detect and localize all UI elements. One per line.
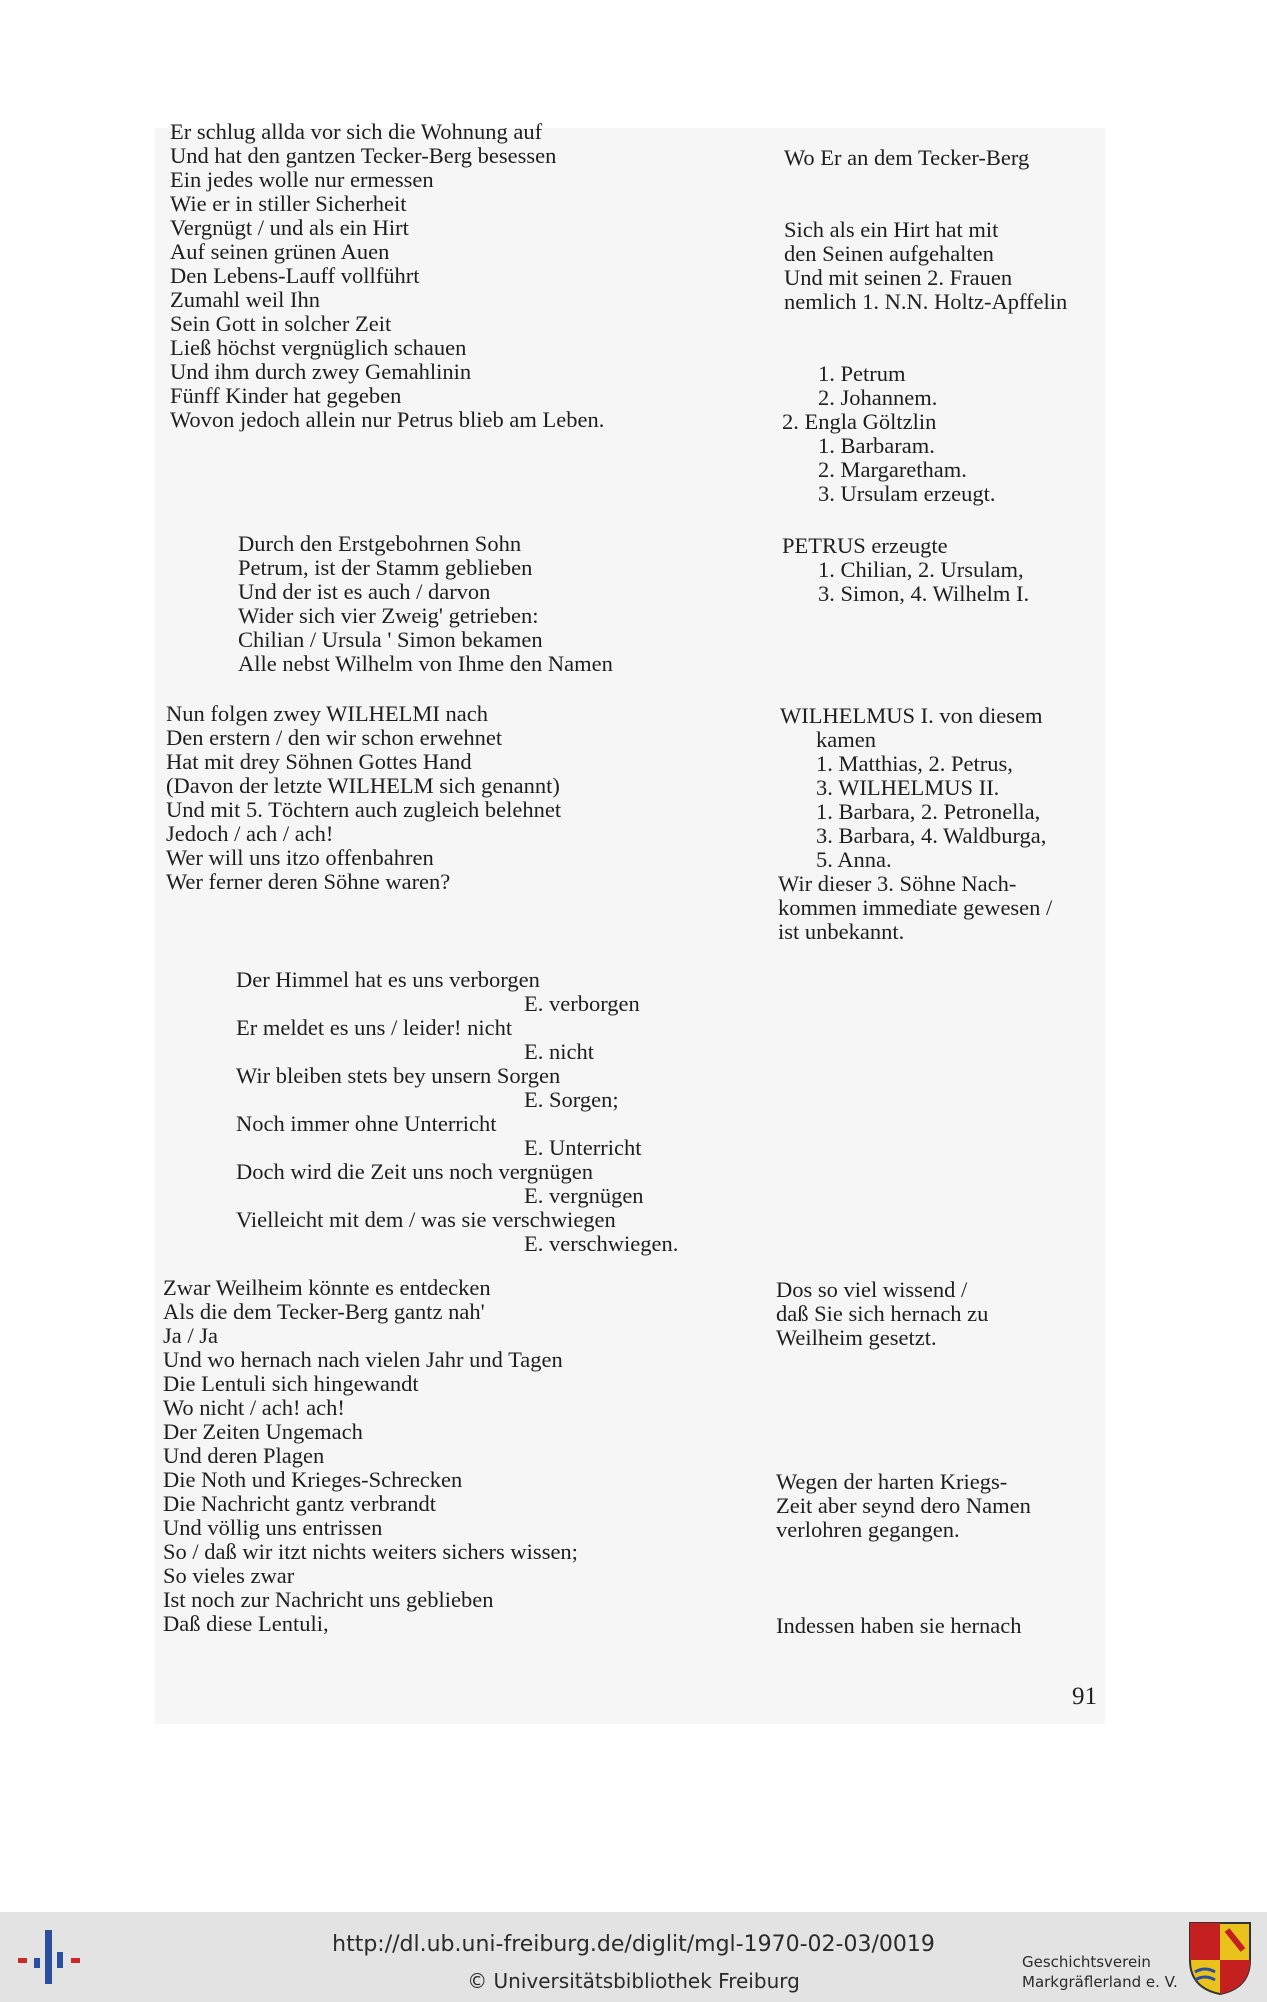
text-line: kamen — [816, 727, 876, 752]
text-line: Vergnügt / und als ein Hirt — [170, 215, 409, 240]
text-line: Wir bleiben stets bey unsern Sorgen — [236, 1063, 561, 1088]
text-line: nemlich 1. N.N. Holtz-Apffelin — [784, 289, 1068, 314]
text-line: Noch immer ohne Unterricht — [236, 1111, 497, 1136]
text-line: (Davon der letzte WILHELM sich genannt) — [166, 773, 560, 798]
text-line: Indessen haben sie hernach — [776, 1613, 1022, 1638]
text-line: verlohren gegangen. — [776, 1517, 960, 1542]
text-line: Wovon jedoch allein nur Petrus blieb am Leben. — [170, 407, 605, 432]
text-line: Wir dieser 3. Söhne Nach- — [778, 871, 1017, 896]
text-line: Ließ höchst vergnüglich schauen — [170, 335, 467, 360]
text-line: daß Sie sich hernach zu — [776, 1301, 989, 1326]
text-line: Und hat den gantzen Tecker-Berg besessen — [170, 143, 557, 168]
text-line: ist unbekannt. — [778, 919, 905, 944]
society-name-line2: Markgräflerland e. V. — [1022, 1973, 1178, 1991]
text-line: E. Sorgen; — [524, 1087, 619, 1112]
text-line: Sich als ein Hirt hat mit — [784, 217, 999, 242]
text-line: 2. Johannem. — [818, 385, 938, 410]
footer-copyright: © Universitätsbibliothek Freiburg — [467, 1969, 800, 1993]
text-line: Und mit 5. Töchtern auch zugleich belehnet — [166, 797, 562, 822]
text-line: 1. Matthias, 2. Petrus, — [816, 751, 1013, 776]
text-line: Jedoch / ach / ach! — [166, 821, 334, 846]
text-line: Ein jedes wolle nur ermessen — [170, 167, 434, 192]
text-line: Doch wird die Zeit uns noch vergnügen — [236, 1159, 594, 1184]
text-line: Und der ist es auch / darvon — [238, 579, 491, 604]
text-line: PETRUS erzeugte — [782, 533, 948, 558]
text-line: Und wo hernach nach vielen Jahr und Tagen — [163, 1347, 563, 1372]
text-line: Zumahl weil Ihn — [170, 287, 320, 312]
text-line: Alle nebst Wilhelm von Ihme den Namen — [238, 651, 613, 676]
page-number: 91 — [1072, 1683, 1097, 1710]
text-line: den Seinen aufgehalten — [784, 241, 994, 266]
coat-of-arms-icon — [1187, 1920, 1253, 1996]
text-line: E. verschwiegen. — [524, 1231, 679, 1256]
text-line: Dos so viel wissend / — [776, 1277, 968, 1302]
text-line: 1. Barbaram. — [818, 433, 935, 458]
text-line: Den Lebens-Lauff vollführt — [170, 263, 420, 288]
text-line: Ist noch zur Nachricht uns geblieben — [163, 1587, 494, 1612]
text-line: Weilheim gesetzt. — [776, 1325, 937, 1350]
text-line: 1. Petrum — [818, 361, 906, 386]
text-line: E. Unterricht — [524, 1135, 642, 1160]
text-line: 1. Chilian, 2. Ursulam, — [818, 557, 1024, 582]
text-line: Er meldet es uns / leider! nicht — [236, 1015, 513, 1040]
text-line: 3. WILHELMUS II. — [816, 775, 1000, 800]
text-line: E. nicht — [524, 1039, 594, 1064]
text-line: 1. Barbara, 2. Petronella, — [816, 799, 1041, 824]
text-line: Die Nachricht gantz verbrandt — [163, 1491, 436, 1516]
text-line: Den erstern / den wir schon erwehnet — [166, 725, 503, 750]
text-line: Wer will uns itzo offenbahren — [166, 845, 434, 870]
text-line: 3. Ursulam erzeugt. — [818, 481, 996, 506]
text-line: E. vergnügen — [524, 1183, 644, 1208]
text-line: 3. Simon, 4. Wilhelm I. — [818, 581, 1030, 606]
text-line: Und deren Plagen — [163, 1443, 325, 1468]
text-line: Und mit seinen 2. Frauen — [784, 265, 1013, 290]
text-line: kommen immediate gewesen / — [778, 895, 1053, 920]
text-line: Wo Er an dem Tecker-Berg — [784, 145, 1030, 170]
text-line: E. verborgen — [524, 991, 640, 1016]
text-line: Sein Gott in solcher Zeit — [170, 311, 392, 336]
text-line: Die Noth und Krieges-Schrecken — [163, 1467, 463, 1492]
text-line: Vielleicht mit dem / was sie verschwiegen — [236, 1207, 616, 1232]
text-line: Der Zeiten Ungemach — [163, 1419, 363, 1444]
footer-url-link[interactable]: http://dl.ub.uni-freiburg.de/diglit/mgl-1970-02-03/0019 — [332, 1932, 935, 1957]
text-line: Wider sich vier Zweig' getrieben: — [238, 603, 539, 628]
text-line: Hat mit drey Söhnen Gottes Hand — [166, 749, 472, 774]
text-line: Zwar Weilheim könnte es entdecken — [163, 1275, 491, 1300]
text-line: Chilian / Ursula ' Simon bekamen — [238, 627, 543, 652]
text-line: 2. Engla Göltzlin — [782, 409, 937, 434]
text-line: 5. Anna. — [816, 847, 892, 872]
society-name-line1: Geschichtsverein — [1022, 1953, 1151, 1971]
text-line: Der Himmel hat es uns verborgen — [236, 967, 540, 992]
text-line: Durch den Erstgebohrnen Sohn — [238, 531, 522, 556]
text-line: Nun folgen zwey WILHELMI nach — [166, 701, 488, 726]
text-line: Wegen der harten Kriegs- — [776, 1469, 1008, 1494]
text-line: Petrum, ist der Stamm geblieben — [238, 555, 533, 580]
text-line: Und völlig uns entrissen — [163, 1515, 383, 1540]
text-line: 3. Barbara, 4. Waldburga, — [816, 823, 1047, 848]
text-line: So / daß wir itzt nichts weiters sichers wissen; — [163, 1539, 578, 1564]
text-line: WILHELMUS I. von diesem — [780, 703, 1043, 728]
text-line: Er schlug allda vor sich die Wohnung auf — [170, 119, 543, 144]
text-line: Wer ferner deren Söhne waren? — [166, 869, 451, 894]
text-line: Die Lentuli sich hingewandt — [163, 1371, 419, 1396]
text-line: Zeit aber seynd dero Namen — [776, 1493, 1031, 1518]
text-line: Fünff Kinder hat gegeben — [170, 383, 402, 408]
text-line: Auf seinen grünen Auen — [170, 239, 390, 264]
text-line: Und ihm durch zwey Gemahlinin — [170, 359, 472, 384]
text-line: Wie er in stiller Sicherheit — [170, 191, 407, 216]
text-line: Wo nicht / ach! ach! — [163, 1395, 345, 1420]
text-line: Als die dem Tecker-Berg gantz nah' — [163, 1299, 485, 1324]
text-line: 2. Margaretham. — [818, 457, 967, 482]
text-line: So vieles zwar — [163, 1563, 295, 1588]
text-line: Daß diese Lentuli, — [163, 1611, 329, 1636]
text-line: Ja / Ja — [163, 1323, 218, 1348]
